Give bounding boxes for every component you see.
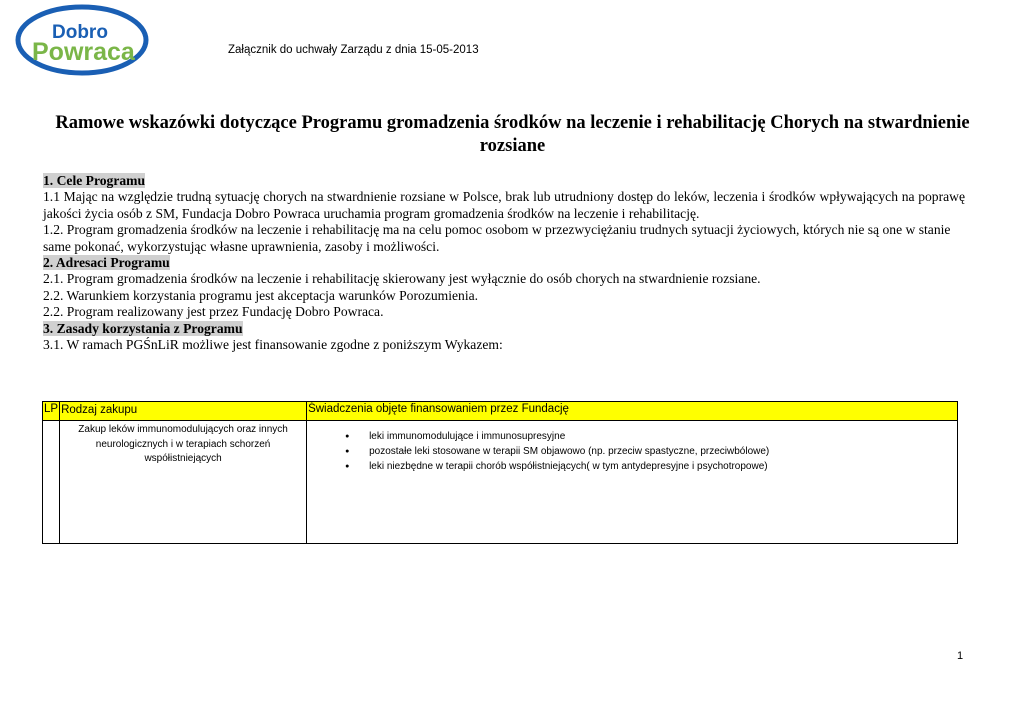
table-row [43, 421, 958, 544]
header-lp: LP [43, 402, 60, 421]
header-purchase-type: Rodzaj zakupu [60, 402, 307, 421]
list-item: ● leki niezbędne w terapii chorób współistniejących( w tym antydepresyjne i psychotropowe) [369, 459, 957, 474]
page-number: 1 [957, 650, 964, 662]
section-heading-rules: 3. Zasady korzystania z Programu [43, 320, 243, 336]
cell-services [307, 421, 958, 544]
document-title: Ramowe wskazówki dotyczące Programu gromadzenia środków na leczenie i rehabilitację Chorych na stwardnienie rozsiane [55, 113, 970, 156]
paragraph-1-2: 1.2. Program gromadzenia środków na leczenie i rehabilitację ma na celu pomoc osobom w przezwyciężaniu trudnych sytuacji życiowych, których nie są one w stanie same pokonać, wykorzystując własne uprawnienia, zasoby i możliwości. [43, 222, 951, 254]
paragraph-1-1: 1.1 Mając na względzie trudną sytuację chorych na stwardnienie rozsiane w Polsce, brak lub utrudniony dostęp do leków, leczenia i środków wpływających na poprawę jakości życia osób z SM, Fundacja Dobro Powraca uruchamia program gromadzenia środków na leczenie i rehabilitację. [43, 189, 965, 221]
section-heading-addressees: 2. Adresaci Programu [43, 255, 170, 271]
logo-text-powraca: Powraca [32, 38, 135, 66]
paragraph-2-1: 2.1. Program gromadzenia środków na leczenie i rehabilitację skierowany jest wyłącznie do osób chorych na stwardnienie rozsiane. [43, 271, 761, 287]
paragraph-2-2: 2.2. Warunkiem korzystania programu jest akceptacja warunków Porozumienia. [43, 287, 479, 303]
header-services: Świadczenia objęte finansowaniem przez Fundację [307, 402, 958, 421]
cell-purchase-type: Zakup leków immunomodulujących oraz innych neurologicznych i w terapiach schorzeń współistniejących [60, 421, 307, 544]
paragraph-3-1: 3.1. W ramach PGŚnLiR możliwe jest finansowanie zgodne z poniższym Wykazem: [43, 337, 503, 353]
annex-note: Załącznik do uchwały Zarządu z dnia 15-05-2013 [228, 44, 479, 56]
cell-lp [43, 421, 60, 544]
table-header-row [43, 402, 958, 421]
document-body [43, 173, 965, 353]
list-item: ● pozostałe leki stosowane w terapii SM objawowo (np. przeciw spastyczne, przeciwbólowe) [369, 444, 957, 459]
section-heading-goals: 1. Cele Programu [43, 173, 146, 188]
services-list [307, 429, 957, 474]
dobro-powraca-logo [14, 2, 154, 78]
logo-text-dobro: Dobro [52, 22, 108, 43]
paragraph-2-3: 2.2. Program realizowany jest przez Fundację Dobro Powraca. [43, 304, 384, 320]
list-item: ● leki immunomodulujące i immunosupresyjne [369, 429, 957, 444]
financing-table [42, 401, 958, 544]
